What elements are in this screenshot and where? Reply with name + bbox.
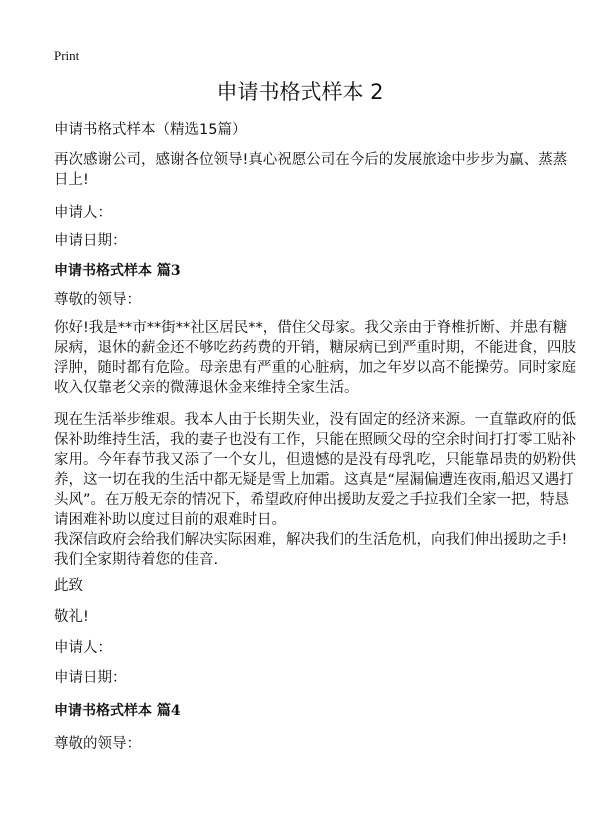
page-title: 申请书格式样本 2: [216, 80, 384, 104]
text-line: 尿病，退休的薪金还不够吃药药费的开销，糖尿病已到严重时期，不能进食，四肢: [54, 340, 576, 356]
subtitle: 申请书格式样本（精选15篇）: [54, 122, 247, 138]
text-line: 再次感谢公司，感谢各位领导!真心祝愿公司在今后的发展旅途中步步为赢、蒸蒸: [54, 152, 568, 168]
closing-salute: 敬礼!: [54, 609, 89, 625]
paragraph-1: [54, 318, 576, 398]
text-line: 日上!: [54, 172, 89, 188]
section-heading: 申请书格式样本 篇3: [54, 263, 181, 279]
greeting: 尊敬的领导：: [54, 736, 141, 752]
print-link[interactable]: Print: [54, 48, 80, 63]
text-line: 家用。今年春节我又添了一个女儿，但遗憾的是没有母乳吃，只能靠昂贵的奶粉供: [54, 452, 576, 468]
section-heading: 申请书格式样本 篇4: [54, 703, 181, 719]
paragraph-3: [54, 530, 567, 570]
date-label: 申请日期：: [54, 233, 127, 249]
text-line: 养，这一切在我的生活中都无疑是雪上加霜。这真是“屋漏偏遭连夜雨,船迟又遇打: [54, 472, 574, 488]
date-label: 申请日期：: [54, 670, 127, 686]
text-line: 头风”。在万般无奈的情况下，希望政府伸出援助友爱之手拉我们全家一把，特恳: [54, 492, 570, 508]
text-line: 我们全家期待着您的佳音.: [54, 552, 219, 568]
applicant-label: 申请人：: [54, 640, 112, 656]
applicant-label: 申请人：: [54, 205, 112, 221]
intro-paragraph: [54, 150, 567, 190]
text-line: 请困难补助以度过目前的艰难时日。: [54, 512, 286, 528]
greeting: 尊敬的领导：: [54, 292, 141, 308]
text-line: 保补助维持生活，我的妻子也没有工作，只能在照顾父母的空余时间打打零工贴补: [54, 432, 576, 448]
text-line: 收入仅靠老父亲的微薄退休金来维持全家生活。: [54, 380, 359, 396]
text-line: 我深信政府会给我们解决实际困难，解决我们的生活危机，向我们伸出援助之手!: [54, 532, 568, 548]
paragraph-2: [54, 410, 576, 530]
text-line: 浮肿，随时都有危险。母亲患有严重的心脏病，加之年岁以高不能操劳。同时家庭: [54, 360, 576, 376]
text-line: 现在生活举步维艰。我本人由于长期失业，没有固定的经济来源。一直靠政府的低: [54, 412, 576, 428]
closing-line: 此致: [54, 578, 83, 594]
text-line: 你好!我是**市**街**社区居民**，借住父母家。我父亲由于脊椎折断、并患有糖: [54, 320, 568, 336]
